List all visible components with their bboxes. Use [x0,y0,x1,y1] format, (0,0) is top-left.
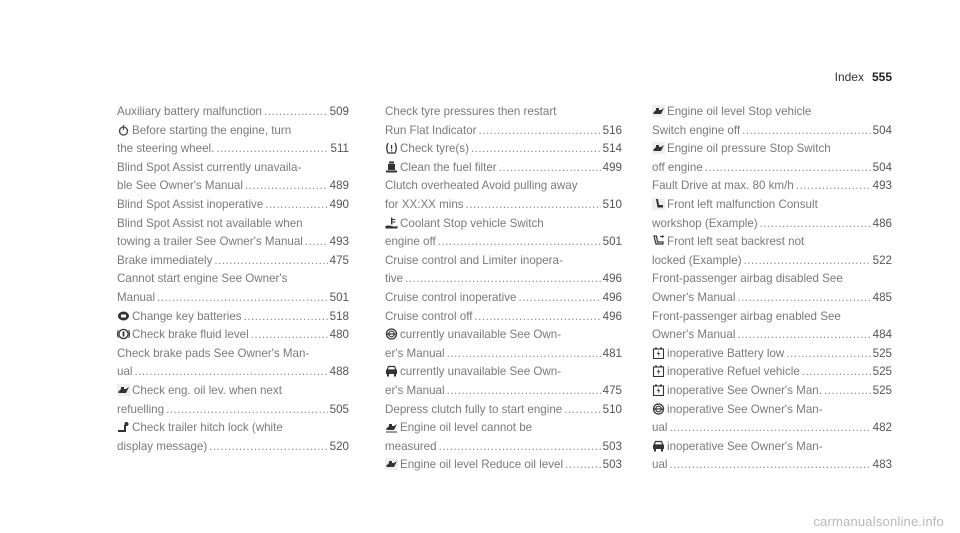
dot-leader [244,308,328,327]
hv-battery-icon [652,384,665,396]
index-entry [117,289,349,308]
page-reference[interactable]: 525 [872,383,892,397]
entry-text [385,382,445,401]
index-entry [385,196,622,215]
entry-label: Cruise control off [385,309,473,323]
entry-label: Before starting the engine, turn [132,123,292,137]
hv-battery-icon [652,365,665,377]
index-entry [117,308,349,327]
dot-leader [265,196,327,215]
index-entry [117,382,349,401]
dot-leader [737,289,870,308]
seat-icon [652,198,665,210]
entry-text [652,456,667,475]
entry-text [385,365,561,378]
dot-leader [447,382,601,401]
dot-leader [166,401,328,420]
page-reference[interactable]: 503 [602,439,622,453]
dot-leader [760,215,871,234]
index-entry [385,159,622,178]
entry-label: Engine oil level Reduce oil level [400,458,564,472]
dot-leader [447,345,601,364]
dot-leader [737,326,870,345]
entry-text [385,270,403,289]
entry-text [652,403,823,416]
index-entry [652,103,892,122]
entry-label: Cannot start engine See Owner's [117,272,288,286]
entry-label: Check trailer hitch lock (white [132,421,283,435]
entry-label: currently unavailable See Own- [400,328,562,342]
entry-label: inoperative See Owner's Man- [667,439,823,453]
entry-label: Check brake pads See Owner's Man- [117,346,310,360]
entry-label: towing a trailer See Owner's Manual [117,235,303,249]
entry-text [652,419,667,438]
entry-text [385,196,464,215]
entry-label: inoperative See Owner's Man. [667,383,822,397]
entry-text [652,122,740,141]
page-header [835,70,892,84]
entry-text [652,345,784,364]
page-reference[interactable]: 511 [330,142,349,156]
index-entry [385,401,622,420]
page-reference[interactable]: 496 [602,272,622,286]
entry-label: Change key batteries [132,309,242,323]
dot-leader [216,140,328,159]
entry-text [652,440,823,453]
index-entry [385,289,622,308]
entry-text [117,177,243,196]
page-reference[interactable]: 480 [329,328,349,342]
entry-label: Check brake fluid level [132,328,249,342]
dot-leader [466,196,601,215]
index-entry [385,233,622,252]
page-reference[interactable]: 483 [872,458,892,472]
entry-label: ual [117,365,133,379]
entry-text [117,252,212,271]
index-entry [385,326,622,345]
entry-text [652,252,742,271]
oil-can-icon [117,384,130,396]
entry-text [652,159,703,178]
index-entry [652,252,892,271]
index-entry [117,177,349,196]
entry-label: Owner's Manual [652,328,736,342]
dot-leader [669,419,870,438]
entry-label: Blind Spot Assist inoperative [117,197,264,211]
index-entry [652,382,892,401]
index-entry [385,382,622,401]
index-entry [385,177,622,196]
camera-icon [385,365,398,377]
entry-text [652,177,794,196]
page-reference[interactable]: 525 [872,346,892,360]
hv-battery-icon [652,347,665,359]
entry-text [117,347,309,360]
dot-leader [786,345,870,364]
index-entry [385,308,622,327]
entry-label: inoperative See Owner's Man- [667,402,823,416]
page-reference[interactable]: 518 [329,309,349,323]
coolant-icon [385,217,398,229]
index-entry [652,326,892,345]
key-battery-icon [117,310,130,322]
entry-text [117,308,242,327]
index-entry [385,270,622,289]
page-reference[interactable]: 486 [872,216,892,230]
entry-text [385,254,563,267]
header-label: Index [834,70,864,84]
entry-label: ual [652,421,668,435]
index-entry [385,215,622,234]
entry-text [652,326,735,345]
entry-label: Check tyre(s) [400,142,469,156]
entry-label: inoperative Refuel vehicle [667,365,800,379]
entry-text [652,235,804,248]
page-reference[interactable]: 525 [872,365,892,379]
page-reference[interactable]: 505 [329,402,349,416]
dot-leader [705,159,871,178]
page-reference[interactable]: 475 [329,253,349,267]
entry-text [117,289,155,308]
index-entry [652,140,892,159]
page-reference[interactable]: 516 [602,123,622,137]
brake-fluid-icon [117,328,130,340]
entry-text [652,363,800,382]
entry-label: display message) [117,439,208,453]
entry-text [652,142,831,155]
entry-label: Front-passenger airbag disabled See [652,272,843,286]
dot-leader [565,456,601,475]
entry-text [117,103,262,122]
entry-text [385,233,436,252]
entry-label: Blind Spot Assist currently unavaila- [117,160,302,174]
entry-label: ble See Owner's Manual [117,179,243,193]
entry-text [117,196,263,215]
dot-leader [564,401,600,420]
index-entry [652,233,892,252]
steering-assist-icon [652,403,665,415]
index-entry [652,419,892,438]
index-entry [652,159,892,178]
index-entry [385,345,622,364]
page-reference[interactable]: 496 [602,290,622,304]
index-entry [117,159,349,178]
entry-label: off engine [652,160,703,174]
dot-leader [796,177,871,196]
entry-text [385,105,556,118]
entry-label: Engine oil level Stop vehicle [667,105,812,118]
index-entry [385,419,622,438]
entry-text [385,421,532,434]
watermark: carmanualsonline.info [813,514,944,529]
entry-text [652,105,811,118]
index-entry [385,438,622,457]
index-column-2 [385,103,622,475]
dot-leader [471,140,601,159]
entry-label: ual [652,458,668,472]
dot-leader [669,456,870,475]
entry-label: for XX:XX mins [385,197,464,211]
seat-backrest-icon [652,235,665,247]
entry-text [117,161,301,174]
dot-leader [802,363,871,382]
dot-leader [264,103,328,122]
index-entry [117,363,349,382]
index-entry [652,196,892,215]
dot-leader [438,233,601,252]
index-entry [385,252,622,271]
index-entry [117,326,349,345]
index-entry [117,196,349,215]
entry-text [652,198,818,211]
index-entry [652,215,892,234]
entry-label: measured [385,439,437,453]
index-entry [117,140,349,159]
entry-text [117,217,303,230]
index-entry [652,401,892,420]
entry-label: Cruise control inoperative [385,290,517,304]
entry-label: tive [385,272,404,286]
entry-label: Front left malfunction Consult [667,197,818,211]
entry-text [117,124,291,137]
page-reference[interactable]: 509 [329,105,349,118]
index-entry [652,363,892,382]
entry-text [385,122,477,141]
entry-text [117,363,132,382]
dot-leader [251,326,328,345]
page-reference[interactable]: 499 [602,160,622,174]
entry-text [385,345,445,364]
index-entry [652,456,892,475]
entry-label: Coolant Stop vehicle Switch [400,216,544,230]
entry-label: Switch engine off [652,123,741,137]
entry-label: Front left seat backrest not [667,235,805,249]
engine-start-icon [117,124,130,136]
entry-label: Blind Spot Assist not available when [117,216,303,230]
entry-text [385,328,561,341]
entry-text [385,308,472,327]
entry-text [385,140,469,159]
page-reference[interactable]: 488 [329,365,349,379]
entry-text [652,382,822,401]
entry-label: Check eng. oil lev. when next [132,383,282,397]
entry-label: Fault Drive at max. 80 km/h [652,179,794,193]
page-reference[interactable]: 514 [602,142,622,156]
entry-label: Brake immediately [117,253,213,267]
entry-text [385,159,497,178]
entry-label: Clutch overheated Avoid pulling away [385,179,578,193]
oil-level-icon [385,421,398,433]
index-entry [117,122,349,141]
entry-label: er's Manual [385,383,445,397]
page-reference[interactable]: 484 [872,328,892,342]
index-entry [117,103,349,122]
dot-leader [209,438,327,457]
entry-label: inoperative Battery low [667,346,785,360]
entry-label: workshop (Example) [652,216,758,230]
index-entry [385,122,622,141]
entry-label: Clean the fuel filter [400,160,497,174]
page-reference[interactable]: 504 [872,160,892,174]
page-reference[interactable]: 496 [602,309,622,323]
entry-text [117,140,214,159]
entry-text [652,310,841,323]
index-entry [385,140,622,159]
entry-label: Engine oil level cannot be [400,421,533,435]
header-page-number: 555 [871,70,892,84]
dot-leader [157,289,328,308]
entry-text [385,456,563,475]
entry-label: currently unavailable See Own- [400,365,562,379]
dot-leader [245,177,328,196]
entry-text [385,401,562,420]
index-entry [652,308,892,327]
entry-text [117,272,287,285]
entry-label: Manual [117,290,156,304]
index-entry [652,270,892,289]
dot-leader [742,122,871,141]
page-reference[interactable]: 485 [872,290,892,304]
page-reference[interactable]: 493 [329,235,349,249]
entry-label: Run Flat Indicator [385,123,477,137]
dot-leader [474,308,600,327]
oil-can-icon [652,142,665,154]
page-reference[interactable]: 482 [872,421,892,435]
index-entry [117,345,349,364]
page-reference[interactable]: 501 [329,290,349,304]
dot-leader [499,159,601,178]
dot-leader [405,270,601,289]
page-reference[interactable]: 475 [602,383,622,397]
camera-icon [652,440,665,452]
steering-assist-icon [385,328,398,340]
entry-text [385,217,544,230]
page-reference[interactable]: 489 [329,179,349,193]
dot-leader [479,122,601,141]
entry-text [117,438,207,457]
entry-label: Front-passenger airbag enabled See [652,309,841,323]
entry-text [652,289,735,308]
trailer-hitch-icon [117,421,130,433]
page-reference[interactable]: 510 [602,402,622,416]
entry-text [385,179,578,192]
dot-leader [214,252,327,271]
fuel-filter-icon [385,161,398,173]
page-reference[interactable]: 520 [329,439,349,453]
index-entry [652,122,892,141]
page-reference[interactable]: 503 [602,458,622,472]
page-reference[interactable]: 493 [872,179,892,193]
page-reference[interactable]: 481 [602,346,622,360]
entry-label: refuelling [117,402,165,416]
index-entry [652,289,892,308]
index-column-3 [652,103,892,475]
entry-text [117,421,283,434]
entry-text [385,438,437,457]
dot-leader [134,363,327,382]
oil-can-icon [652,105,665,117]
index-entry [117,438,349,457]
index-entry [117,270,349,289]
index-entry [117,419,349,438]
page-reference[interactable]: 490 [329,197,349,211]
dot-leader [305,233,328,252]
index-entry [117,401,349,420]
index-entry [385,103,622,122]
entry-label: Depress clutch fully to start engine [385,402,563,416]
entry-label: Auxiliary battery malfunction [117,105,262,118]
index-entry [385,363,622,382]
dot-leader [518,289,600,308]
index-entry [652,177,892,196]
dot-leader [824,382,871,401]
index-entry [117,215,349,234]
index-entry [117,233,349,252]
page-reference[interactable]: 510 [602,197,622,211]
entry-text [117,233,303,252]
dot-leader [744,252,871,271]
entry-text [117,384,282,397]
oil-can-icon [385,458,398,470]
entry-text [117,326,249,345]
entry-text [652,215,758,234]
entry-label: er's Manual [385,346,445,360]
index-entry [385,456,622,475]
tyre-pressure-icon [385,142,398,154]
entry-label: engine off [385,235,436,249]
entry-label: Engine oil pressure Stop Switch [667,142,831,156]
page-reference[interactable]: 501 [602,235,622,249]
entry-text [385,289,516,308]
entry-label: the steering wheel. [117,142,215,156]
entry-label: locked (Example) [652,253,742,267]
page-reference[interactable]: 522 [872,253,892,267]
entry-text [652,272,843,285]
page-reference[interactable]: 504 [872,123,892,137]
entry-label: Check tyre pressures then restart [385,105,557,118]
entry-label: Cruise control and Limiter inopera- [385,253,563,267]
index-column-1 [117,103,349,456]
index-entry [652,438,892,457]
dot-leader [439,438,601,457]
index-entry [117,252,349,271]
entry-label: Owner's Manual [652,290,736,304]
entry-text [117,401,164,420]
index-entry [652,345,892,364]
